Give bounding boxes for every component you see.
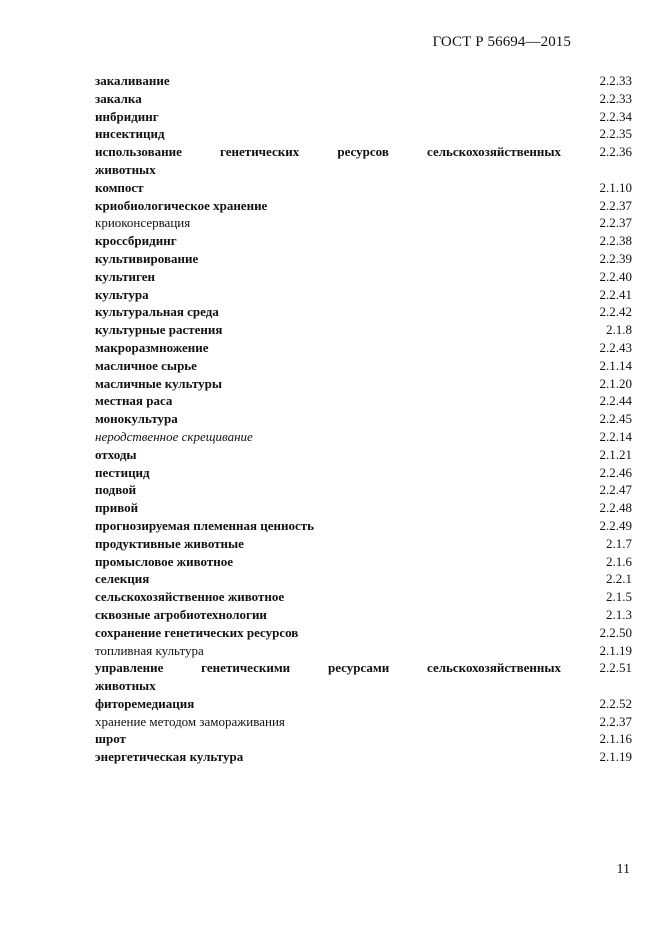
index-entry: [95, 410, 632, 428]
index-entry: [95, 250, 632, 268]
index-term-continuation: животных: [95, 678, 156, 694]
index-ref-number: 2.2.45: [599, 411, 632, 427]
page-number: 11: [616, 862, 630, 877]
index-term: фиторемедиация: [95, 695, 195, 711]
index-ref-number: 2.2.49: [599, 517, 632, 533]
index-ref-number: 2.1.16: [599, 731, 632, 747]
index-term: привой: [95, 500, 139, 516]
index-entry: [95, 517, 632, 535]
index-entry: [95, 179, 632, 197]
index-entry: [95, 553, 632, 571]
index-entry: [95, 286, 632, 304]
index-ref-number: 2.2.46: [599, 464, 632, 480]
index-term: компост: [95, 179, 144, 195]
index-entry: [95, 321, 632, 339]
index-ref-number: 2.2.1: [606, 571, 632, 587]
index-term: культурные растения: [95, 322, 223, 338]
index-entry: [95, 428, 632, 446]
index-term: закалка: [95, 90, 142, 106]
index-entry: [95, 659, 632, 695]
index-entry: [95, 303, 632, 321]
index-ref-number: 2.2.52: [599, 695, 632, 711]
index-entry: [95, 232, 632, 250]
index-term: криоконсервация: [95, 215, 191, 231]
index-term: сквозные агробиотехнологии: [95, 606, 267, 622]
index-entry: [95, 713, 632, 731]
index-ref-number: 2.2.35: [599, 126, 632, 142]
index-ref-number: 2.1.3: [606, 606, 632, 622]
index-term: сохранение генетических ресурсов: [95, 624, 299, 640]
index-entry: [95, 125, 632, 143]
index-term: закаливание: [95, 73, 170, 88]
index-term: неродственное скрещивание: [95, 428, 253, 444]
index-ref-number: 2.2.44: [599, 393, 632, 409]
index-entry: [95, 695, 632, 713]
index-ref-number: 2.1.20: [599, 375, 632, 391]
index-term: культивирование: [95, 250, 199, 266]
index-term: селекция: [95, 571, 150, 587]
index-entry: [95, 481, 632, 499]
index-ref-number: 2.1.19: [599, 642, 632, 658]
index-entry: [95, 606, 632, 624]
index-entry: [95, 499, 632, 517]
index-term: криобиологическое хранение: [95, 197, 268, 213]
index-ref-number: 2.2.37: [599, 713, 632, 729]
index-entry: [95, 642, 632, 660]
index-entry: [95, 464, 632, 482]
index-entry: [95, 588, 632, 606]
index-entry: [95, 108, 632, 126]
index-term-line: использование генетических ресурсов сельскохозяйственных: [95, 144, 561, 160]
index-ref-number: 2.2.43: [599, 339, 632, 355]
index-ref-number: 2.2.34: [599, 108, 632, 124]
index-ref-number: 2.1.5: [606, 589, 632, 605]
index-term: инбридинг: [95, 108, 159, 124]
term-index-list: [95, 72, 632, 766]
index-ref-number: 2.1.8: [606, 322, 632, 338]
index-ref-number: 2.2.42: [599, 304, 632, 320]
index-entry: [95, 357, 632, 375]
index-entry: [95, 339, 632, 357]
index-ref-number: 2.2.41: [599, 286, 632, 302]
index-ref-number: 2.2.33: [599, 73, 632, 88]
index-term: промысловое животное: [95, 553, 233, 569]
index-ref-number: 2.2.51: [599, 660, 632, 676]
index-term: подвой: [95, 482, 137, 498]
index-term-line: управление генетическими ресурсами сельскохозяйственных: [95, 660, 561, 676]
index-term: пестицид: [95, 464, 150, 480]
index-ref-number: 2.2.37: [599, 197, 632, 213]
index-term: культуральная среда: [95, 304, 219, 320]
index-term: сельскохозяйственное животное: [95, 589, 285, 605]
index-term: макроразмножение: [95, 339, 209, 355]
index-term: прогнозируемая племенная ценность: [95, 517, 315, 533]
index-term: [95, 143, 561, 179]
index-entry: [95, 446, 632, 464]
index-ref-number: 2.2.14: [599, 428, 632, 444]
index-term: кроссбридинг: [95, 233, 177, 249]
index-term: [95, 659, 561, 695]
index-ref-number: 2.2.39: [599, 250, 632, 266]
index-entry: [95, 375, 632, 393]
index-ref-number: 2.2.38: [599, 233, 632, 249]
index-entry: [95, 624, 632, 642]
index-ref-number: 2.2.36: [599, 144, 632, 160]
index-term: местная раса: [95, 393, 173, 409]
index-entry: [95, 730, 632, 748]
index-entry: [95, 268, 632, 286]
index-entry: [95, 197, 632, 215]
index-ref-number: 2.2.37: [599, 215, 632, 231]
index-entry: [95, 535, 632, 553]
index-term: монокультура: [95, 411, 178, 427]
index-ref-number: 2.2.33: [599, 90, 632, 106]
index-term: шрот: [95, 731, 126, 747]
index-term: культиген: [95, 268, 156, 284]
index-term: масличные культуры: [95, 375, 223, 391]
index-entry: [95, 90, 632, 108]
index-entry: [95, 570, 632, 588]
index-term-continuation: животных: [95, 161, 156, 177]
index-ref-number: 2.1.6: [606, 553, 632, 569]
document-code-header: ГОСТ Р 56694—2015: [432, 34, 571, 50]
index-entry: [95, 143, 632, 179]
index-ref-number: 2.1.19: [599, 749, 632, 765]
index-ref-number: 2.2.50: [599, 624, 632, 640]
index-ref-number: 2.1.10: [599, 179, 632, 195]
index-term: продуктивные животные: [95, 535, 244, 551]
index-ref-number: 2.1.14: [599, 357, 632, 373]
index-term: масличное сырье: [95, 357, 197, 373]
index-term: энергетическая культура: [95, 749, 244, 765]
index-ref-number: 2.1.7: [606, 535, 632, 551]
index-entry: [95, 392, 632, 410]
index-entry: [95, 748, 632, 766]
index-entry: [95, 72, 632, 90]
index-entry: [95, 214, 632, 232]
index-term: отходы: [95, 446, 137, 462]
index-ref-number: 2.2.48: [599, 500, 632, 516]
index-ref-number: 2.2.40: [599, 268, 632, 284]
index-ref-number: 2.2.47: [599, 482, 632, 498]
index-term: хранение методом замораживания: [95, 713, 285, 729]
index-term: культура: [95, 286, 149, 302]
index-ref-number: 2.1.21: [599, 446, 632, 462]
index-term: топливная культура: [95, 642, 204, 658]
index-term: инсектицид: [95, 126, 165, 142]
